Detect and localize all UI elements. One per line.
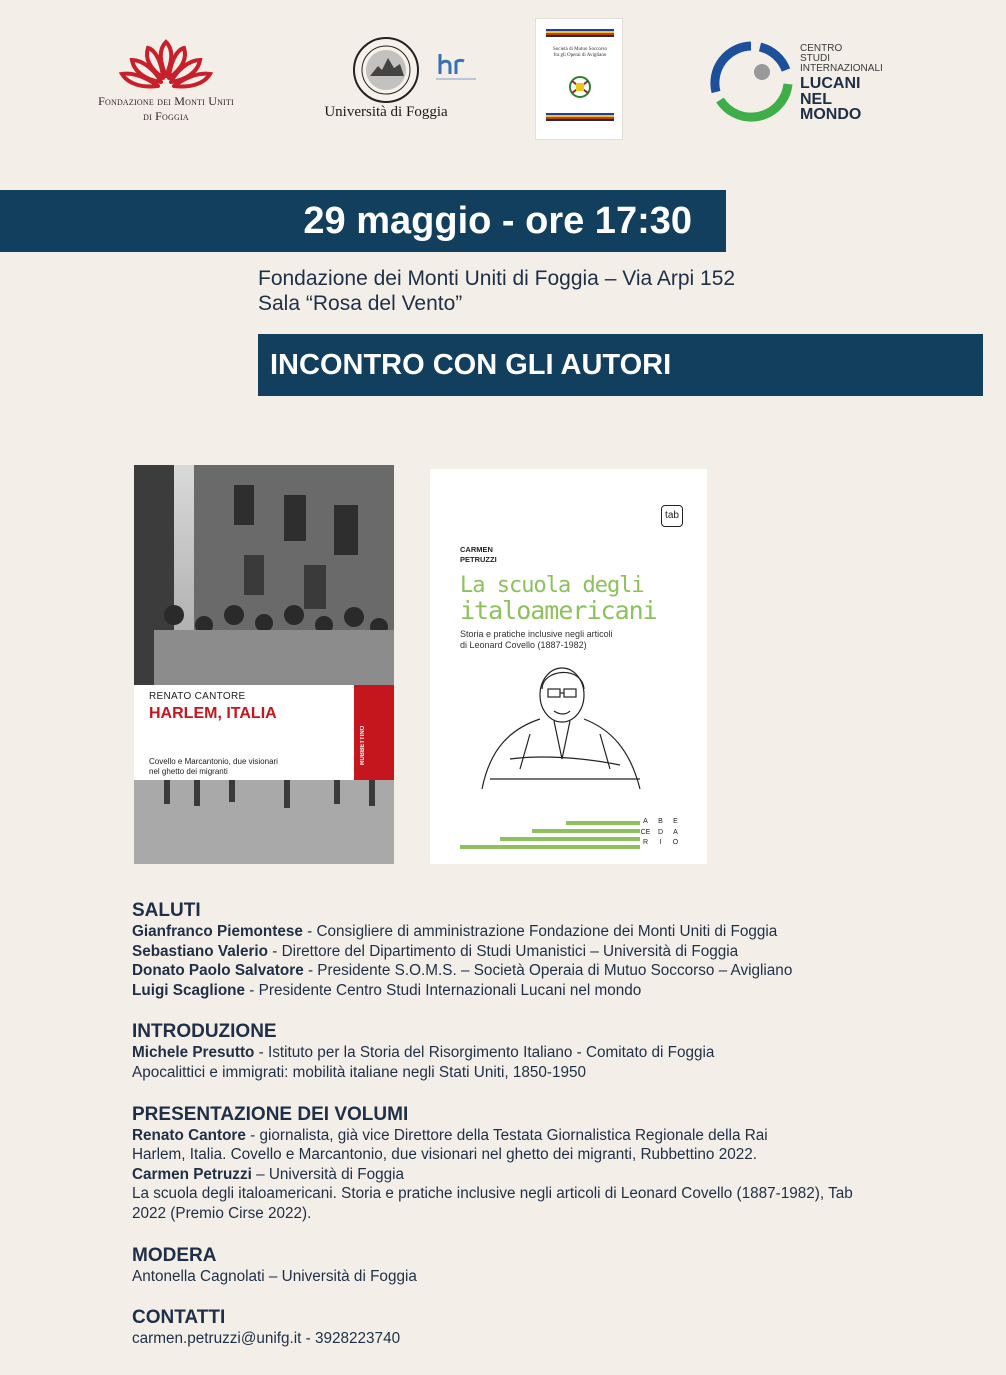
introduzione-speaker: Michele Presutto - Istituto per la Storia del Risorgimento Italiano - Comitato di Foggia — [132, 1044, 715, 1062]
modera-text: Antonella Cagnolati – Università di Foggia — [132, 1267, 417, 1285]
lucani-small-1: CENTRO — [800, 43, 843, 54]
contatti-text[interactable]: carmen.petruzzi@unifg.it - 3928223740 — [132, 1330, 401, 1348]
lucani-big-1: LUCANI — [800, 75, 861, 92]
fondazione-line1: Fondazione dei Monti Uniti — [98, 94, 234, 108]
stripes-top — [546, 29, 614, 37]
contatti-section — [132, 1307, 932, 1349]
book1-title: HARLEM, ITALIA — [149, 705, 277, 722]
book1-subtitle-1: Covello e Marcantonio, due visionari — [149, 757, 278, 766]
event-title-banner: INCONTRO CON GLI AUTORI — [258, 334, 983, 396]
fondazione-line2: di Foggia — [143, 109, 189, 123]
book2-subtitle-2: di Leonard Covello (1887-1982) — [460, 640, 587, 650]
presentazione-heading: PRESENTAZIONE DEI VOLUMI — [132, 1103, 409, 1125]
introduzione-talk: Apocalittici e immigrati: mobilità italiane negli Stati Uniti, 1850-1950 — [132, 1063, 587, 1081]
saluti-heading: SALUTI — [132, 900, 201, 921]
program — [132, 900, 932, 1349]
modera-heading: MODERA — [132, 1244, 217, 1266]
book2-title-1: La scuola degli — [460, 573, 644, 598]
book1-subtitle-2: nel ghetto dei migranti — [149, 767, 228, 776]
lucani-big-2: NEL — [800, 90, 832, 108]
flower-icon — [116, 36, 216, 92]
book-cover-harlem-italia — [134, 465, 394, 864]
street-photo-image — [134, 465, 394, 864]
presentazione-book-2-line2: 2022 (Premio Cirse 2022). — [132, 1204, 312, 1222]
presentazione-speaker-1: Renato Cantore - giornalista, già vice Direttore della Testata Giornalistica Regionale della Rai — [132, 1126, 768, 1144]
book-cover-scuola-italoamericani — [430, 469, 707, 864]
book2-subtitle-1: Storia e pratiche inclusive negli articoli — [460, 629, 613, 639]
presentazione-speaker-2: Carmen Petruzzi – Università di Foggia — [132, 1165, 405, 1183]
book2-title-2: italoamericani — [460, 596, 657, 625]
soms-logo: Società di Mutuo Soccorso fra gli Operai di Avigliano — [535, 18, 623, 140]
lucani-small-2: STUDI — [800, 53, 830, 64]
presentazione-book-1: Harlem, Italia. Covello e Marcantonio, due visionari nel ghetto dei migranti, Rubbettino 2022. — [132, 1146, 757, 1164]
presentazione-book-2-line1: La scuola degli italoamericani. Storia e pratiche inclusive negli articoli di Leonard Covello (1887-1982), Tab — [132, 1185, 853, 1203]
university-seal-icon — [352, 36, 420, 104]
contatti-heading: CONTATTI — [132, 1307, 226, 1329]
lucani-logo — [706, 40, 906, 130]
lucani-big-3: MONDO — [800, 106, 862, 123]
book2-author-2: PETRUZZI — [460, 555, 497, 564]
book1-publisher: RUBBETTINO — [360, 725, 366, 765]
abecedario-grid: A B E CE D A R I O — [640, 818, 679, 846]
hr-excellence-icon — [436, 48, 476, 82]
saluti-item: Sebastiano Valerio - Direttore del Dipartimento di Studi Umanistici – Università di Foggia — [132, 942, 739, 960]
introduzione-section — [132, 1021, 932, 1082]
universita-logo — [316, 36, 486, 130]
soms-emblem-icon — [562, 69, 598, 105]
covello-portrait-drawing — [470, 659, 650, 799]
venue-address: Fondazione dei Monti Uniti di Foggia – Via Arpi 152 — [258, 267, 736, 290]
date-time-banner: 29 maggio - ore 17:30 — [0, 190, 726, 252]
stripes-bottom — [546, 113, 614, 121]
lucani-small-3: INTERNAZIONALI — [800, 63, 883, 74]
saluti-item: Luigi Scaglione - Presidente Centro Studi Internazionali Lucani nel mondo — [132, 981, 642, 999]
venue — [258, 266, 735, 316]
introduzione-heading: INTRODUZIONE — [132, 1021, 277, 1043]
lucani-ring-icon — [708, 40, 794, 126]
book1-author: RENATO CANTORE — [149, 691, 246, 702]
tab-publisher-logo: tab — [661, 505, 683, 527]
saluti-item: Gianfranco Piemontese - Consigliere di amministrazione Fondazione dei Monti Uniti di Foggia — [132, 923, 778, 940]
fondazione-logo — [66, 36, 266, 126]
universita-name: Università di Foggia — [324, 104, 448, 120]
saluti-item: Donato Paolo Salvatore - Presidente S.O.M.S. – Società Operaia di Mutuo Soccorso – Avigliano — [132, 962, 793, 980]
saluti-section — [132, 900, 932, 1000]
presentazione-section — [132, 1104, 932, 1224]
modera-section — [132, 1245, 932, 1287]
venue-room: Sala “Rosa del Vento” — [258, 292, 463, 315]
book2-author-1: CARMEN — [460, 545, 493, 554]
